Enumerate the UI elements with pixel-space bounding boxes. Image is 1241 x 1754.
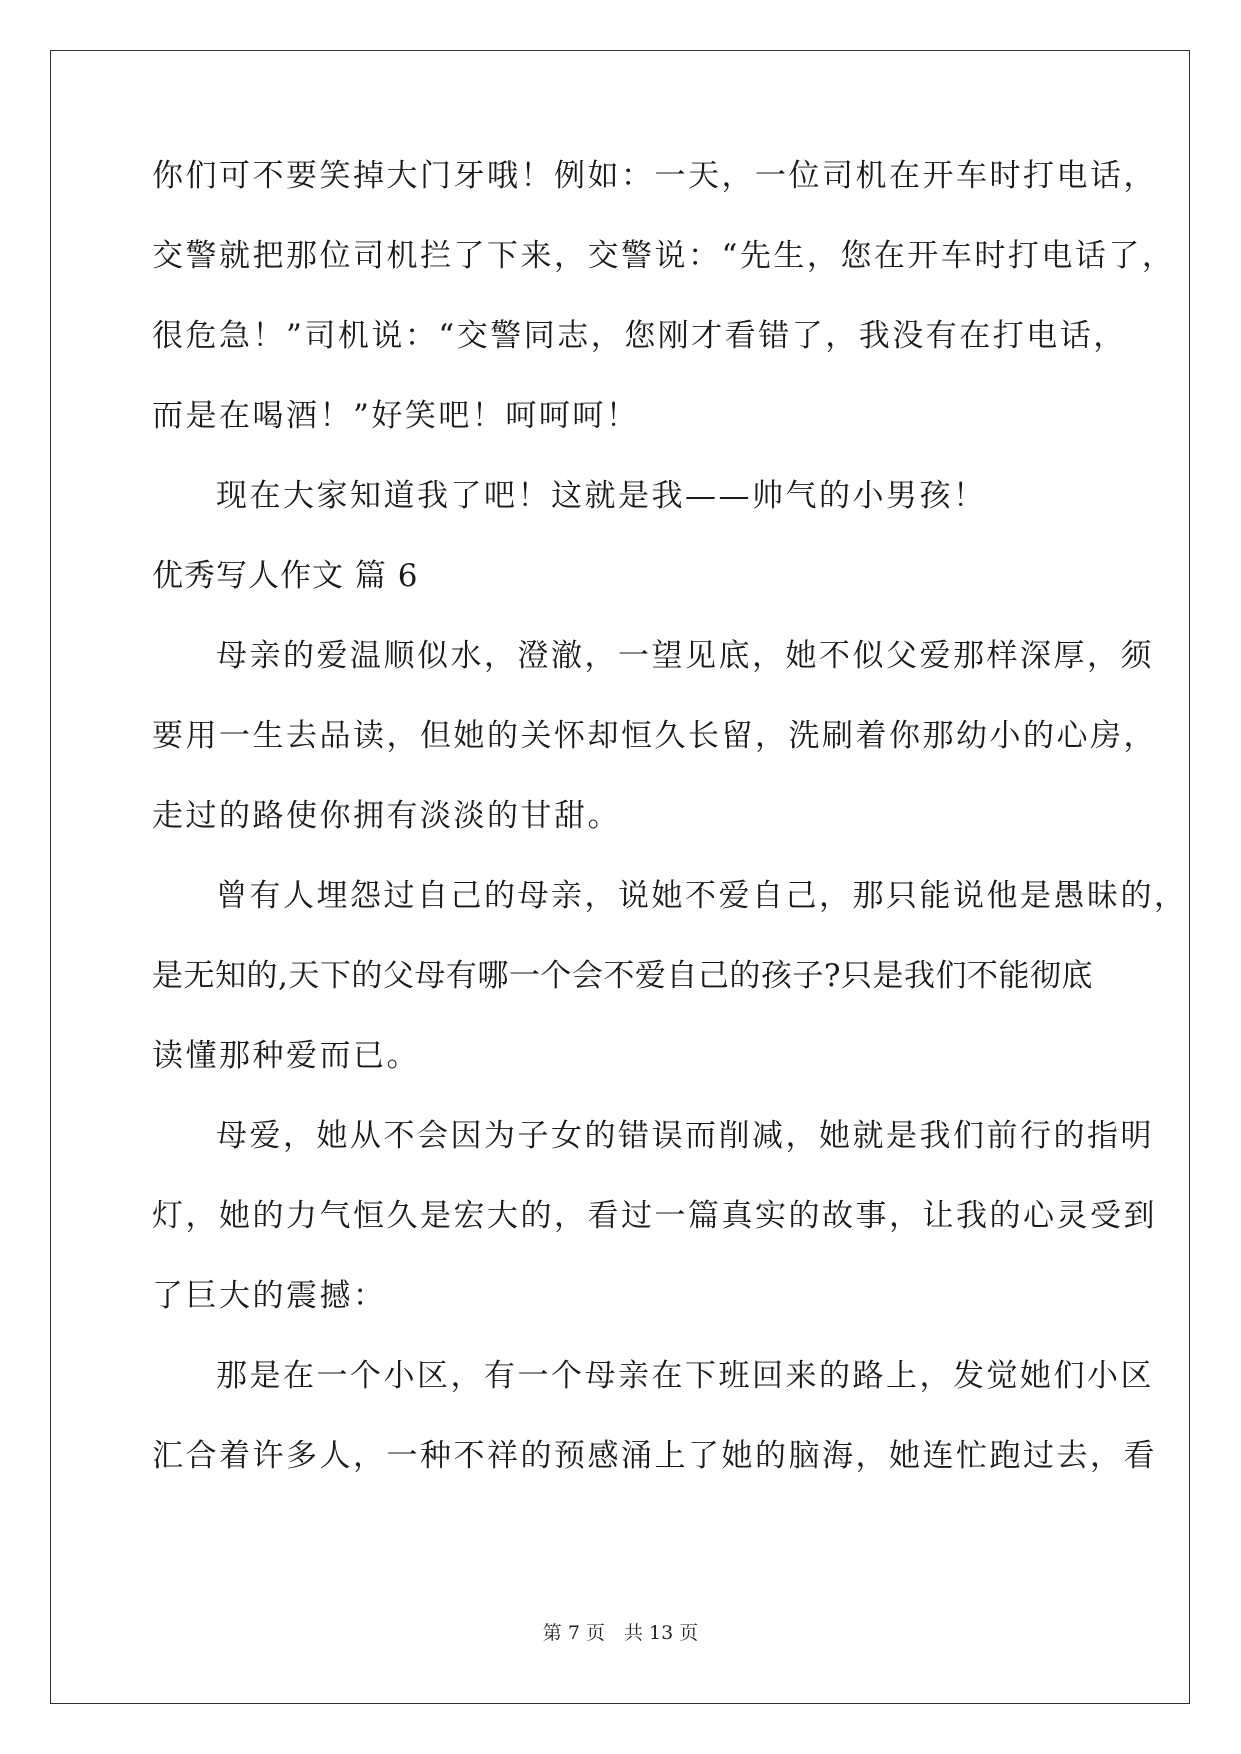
text-line-8: 要用一生去品读，但她的关怀却恒久长留，洗刷着你那幼小的心房， — [152, 718, 1157, 754]
document-body — [152, 158, 1188, 1520]
text-line-14: 灯，她的力气恒久是宏大的，看过一篇真实的故事，让我的心灵受到 — [152, 1198, 1157, 1234]
text-line-4: 而是在喝酒！”好笑吧！呵呵呵！ — [152, 398, 640, 434]
text-line-5: 现在大家知道我了吧！这就是我——帅气的小男孩！ — [216, 478, 987, 514]
text-line-2: 交警就把那位司机拦了下来，交警说：“先生，您在开车时打电话了， — [152, 238, 1176, 274]
text-line-1: 你们可不要笑掉大门牙哦！例如：一天，一位司机在开车时打电话， — [152, 158, 1157, 194]
text-line-9: 走过的路使你拥有淡淡的甘甜。 — [152, 798, 621, 834]
section-heading: 优秀写人作文 篇 6 — [152, 558, 419, 594]
text-line-7: 母亲的爱温顺似水，澄澈，一望见底，她不似父爱那样深厚，须 — [216, 638, 1154, 674]
text-line-11: 是无知的,天下的父母有哪一个会不爱自己的孩子?只是我们不能彻底 — [152, 958, 1093, 994]
text-line-13: 母爱，她从不会因为子女的错误而削减，她就是我们前行的指明 — [216, 1118, 1154, 1154]
text-line-12: 读懂那种爱而已。 — [152, 1038, 420, 1074]
text-line-16: 那是在一个小区，有一个母亲在下班回来的路上，发觉她们小区 — [216, 1358, 1154, 1394]
text-line-10: 曾有人埋怨过自己的母亲，说她不爱自己，那只能说他是愚昧的， — [216, 878, 1188, 914]
page-number: 第 7 页 共 13 页 — [542, 1622, 699, 1644]
text-line-17: 汇合着许多人，一种不祥的预感涌上了她的脑海，她连忙跑过去，看 — [152, 1438, 1157, 1474]
text-line-3: 很危急！”司机说：“交警同志，您刚才看错了，我没有在打电话， — [152, 318, 1127, 354]
text-line-15: 了巨大的震撼： — [152, 1278, 387, 1314]
